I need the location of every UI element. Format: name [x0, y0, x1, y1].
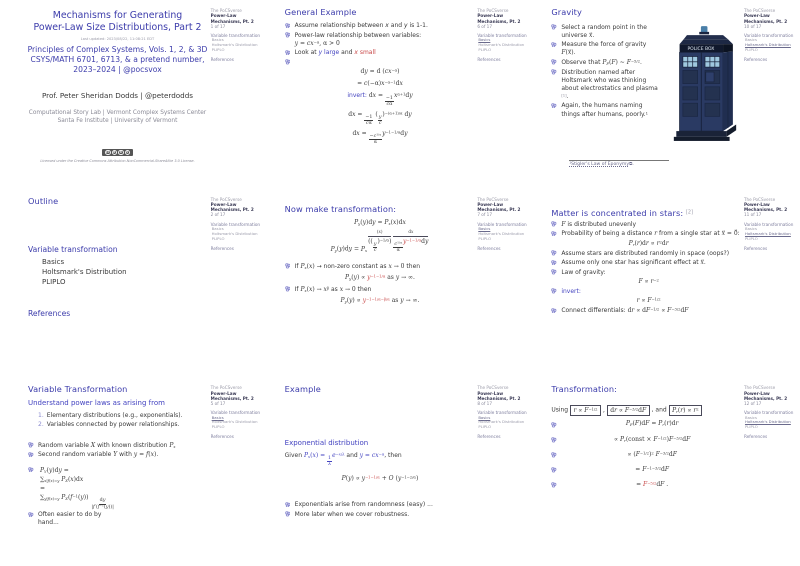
- slide-example: [267, 377, 534, 566]
- sidebar-nav-section[interactable]: Variable transformation: [743, 221, 794, 227]
- slide-heading: Gravity: [551, 7, 582, 17]
- equation: = $F^{-1-3/2}dF$: [635, 465, 669, 473]
- course-info[interactable]: Principles of Complex Systems, Vols. 1, 2, & 3D CSYS/MATH 6701, 6713, & a pretend number, 2023–2024 | @pocsvox: [27, 45, 208, 75]
- sidebar-nav-section[interactable]: Variable transformation: [210, 410, 261, 416]
- bullet-item: Second random variable Y with y = f(x).: [28, 451, 209, 459]
- slide-general-example: [267, 0, 534, 189]
- sidebar-nav-sub[interactable]: PLIPLO: [211, 235, 225, 241]
- sidebar-nav-subs: [477, 38, 529, 53]
- equation: ∝ $P_r(const \times F^{-1/2})F^{-3/2}dF$: [614, 435, 691, 443]
- bullet-item: More later when we cover robustness.: [285, 511, 476, 519]
- sidebar-page-number: 7 of 17: [477, 212, 493, 218]
- slide-heading: Matter is concentrated in stars: [2]: [551, 207, 694, 218]
- sidebar-nav-references[interactable]: References: [477, 434, 501, 440]
- bullet-equation-row: [551, 478, 746, 492]
- slide-sidebar: [477, 385, 529, 439]
- equation: $P_y(y) \propto y^{-1-1/\alpha}$ as y → ∞.: [345, 274, 415, 282]
- bullet-equation-row: [551, 448, 746, 462]
- sidebar-nav-sub[interactable]: Holtsmark's Distribution: [744, 42, 791, 48]
- sidebar-nav-sub[interactable]: Holtsmark's Distribution: [211, 230, 258, 236]
- equation-with-overbraces: $P_y(y)dy = P_x$ (x) (( $\frac{y}{c}$ )$^{-1/\alpha}$) dx $\frac{c^{1/\alpha}}{\alpha}$ $y^{-1-1/\alpha}dy$: [330, 229, 429, 254]
- equation: $P_r(r)dr \propto r^2dr$: [628, 239, 669, 247]
- outline-section-variable-transformation[interactable]: Variable transformation: [28, 244, 118, 254]
- sidebar-nav-section[interactable]: Variable transformation: [477, 33, 527, 38]
- sidebar-nav-references[interactable]: References: [210, 57, 234, 63]
- bullet-item: [285, 59, 476, 65]
- sidebar-nav-subs: [211, 227, 263, 242]
- sidebar-nav-subs: [211, 416, 263, 431]
- bullet-item: If $P_x(x) \to x^\beta$ as x → 0 then: [285, 286, 476, 294]
- bullet-item: Look at y large and x small: [285, 49, 476, 57]
- bullet-item: invert:: [551, 288, 746, 296]
- sidebar-nav-subs: [211, 38, 263, 53]
- bullet-icon: [28, 466, 35, 472]
- slide-sidebar: [211, 8, 263, 62]
- sidebar-nav-references[interactable]: References: [743, 434, 768, 440]
- bullet-icon: [551, 437, 558, 443]
- equation: invert: dx = $\frac{-1}{c\alpha}$ $x^{\alpha+1}dy$: [347, 91, 413, 108]
- sidebar-nav-sub[interactable]: Basics: [744, 414, 757, 420]
- bullet-icon: [285, 263, 292, 269]
- equation: =: [40, 485, 46, 493]
- sidebar-brand: The PoCSverse: [743, 385, 776, 391]
- slide-subheading: Exponential distribution: [284, 439, 369, 448]
- outline-sub-pliplo[interactable]: PLIPLO: [42, 278, 66, 287]
- bullet-icon: [285, 22, 292, 28]
- sidebar-nav-subs: [744, 38, 796, 53]
- sidebar-brand: The PoCSverse: [210, 196, 242, 202]
- sidebar-nav-sub[interactable]: Basics: [211, 414, 224, 420]
- slide-heading: Transformation:: [551, 384, 617, 395]
- outline-sub-basics[interactable]: Basics: [42, 257, 65, 266]
- sidebar-nav-section[interactable]: Variable transformation: [210, 33, 261, 38]
- sidebar-nav-subs: [477, 227, 529, 242]
- tardis-image: [664, 22, 746, 151]
- sidebar-series: Power-Law Mechanisms, Pt. 2: [477, 13, 521, 24]
- sidebar-nav-section[interactable]: Variable transformation: [477, 410, 527, 416]
- sidebar-page-number: 11 of 17: [743, 212, 762, 218]
- slide-sidebar: [211, 197, 263, 251]
- bullet-icon: [285, 32, 292, 38]
- sidebar-nav-sub[interactable]: Basics: [211, 37, 224, 43]
- sidebar-nav-sub[interactable]: PLIPLO: [744, 47, 758, 53]
- slide-sidebar: [744, 8, 796, 62]
- sidebar-nav-references[interactable]: References: [743, 57, 768, 63]
- equation: dx = $\frac{-1}{c\alpha}$ ( $\frac{y}{c}$ )$^{-(\alpha+1)/\alpha}$ dy: [348, 110, 412, 127]
- sidebar-page-number: 8 of 17: [477, 401, 493, 407]
- bullet-equation-row: [551, 463, 746, 477]
- sidebar-brand: The PoCSverse: [477, 196, 509, 202]
- sidebar-nav-sub[interactable]: PLIPLO: [744, 235, 758, 241]
- sidebar-brand: The PoCSverse: [210, 8, 242, 13]
- slide-sidebar: [744, 385, 796, 439]
- slide-heading: General Example: [284, 7, 357, 17]
- bullet-equation-row: [551, 433, 746, 447]
- equation: $F \propto r^{-2}$: [638, 278, 659, 286]
- svg-text:POLICE BOX: POLICE BOX: [687, 46, 715, 52]
- bullet-icon: [28, 442, 35, 448]
- sidebar-nav-sub[interactable]: PLIPLO: [744, 424, 758, 430]
- sidebar-nav-references[interactable]: References: [477, 245, 501, 251]
- bullet-icon: [28, 511, 35, 517]
- slide-heading: Now make transformation:: [284, 203, 397, 214]
- bullet-item: F is distributed unevenly: [551, 221, 746, 229]
- bullet-item: Assume only one star has significant effect at x.: [551, 259, 746, 267]
- equation: = $F^{-5/2}dF$ .: [636, 480, 669, 488]
- sidebar-brand: The PoCSverse: [743, 196, 776, 202]
- sidebar-page-number: 10 of 17: [743, 23, 762, 29]
- bullet-icon: [28, 451, 35, 457]
- sidebar-nav-references[interactable]: References: [210, 245, 234, 251]
- bullet-icon: [551, 482, 558, 488]
- sidebar-nav-sub[interactable]: Holtsmark's Distribution: [478, 230, 525, 236]
- bullet-icon: [285, 501, 292, 507]
- bullet-icon: [551, 59, 558, 65]
- cc-license-badge[interactable]: CC B N S: [10, 138, 225, 157]
- slide-title-page: [0, 0, 267, 189]
- citation-ref[interactable]: [2]: [685, 209, 694, 216]
- equation: = $c(-\alpha)x^{-\alpha-1}dx$: [357, 80, 403, 88]
- sidebar-nav-sub[interactable]: Holtsmark's Distribution: [211, 42, 258, 48]
- sidebar-nav-sub[interactable]: PLIPLO: [211, 47, 225, 53]
- equation: $P_y(y) \propto y^{-1-1/\alpha-\beta/\alpha}$ as y → ∞.: [340, 297, 420, 305]
- sidebar-series: Power-Law Mechanisms, Pt. 2: [210, 201, 254, 213]
- sidebar-nav-references[interactable]: References: [210, 434, 234, 440]
- bullet-icon: [551, 24, 558, 30]
- sidebar-brand: The PoCSverse: [477, 385, 509, 391]
- slide-heading: Example: [284, 384, 321, 395]
- bullet-icon: [551, 41, 558, 47]
- affiliations: Computational Story Lab | Vermont Complex Systems Center Santa Fe Institute | University of Vermont: [28, 110, 207, 124]
- sidebar-nav-subs: [477, 416, 529, 431]
- sidebar-nav-section[interactable]: Variable transformation: [743, 33, 794, 38]
- equation: $\sum_{y|f(x)=y}$ $P_X(f^{-1}(y))$ $\frac{dy}{|f'(f^{-1}(y))|}$: [40, 494, 114, 510]
- bullet-item: [28, 466, 209, 510]
- bullet-icon: [285, 49, 292, 55]
- sidebar-nav-subs: [744, 416, 796, 431]
- sidebar-series: Power-Law Mechanisms, Pt. 2: [477, 201, 521, 213]
- bullet-equation-row: [551, 417, 746, 431]
- bullet-icon: [551, 467, 558, 473]
- bullet-icon: [551, 221, 558, 227]
- bullet-icon: [551, 288, 558, 294]
- sidebar-nav-sub[interactable]: PLIPLO: [478, 47, 492, 53]
- bullet-item: Observe that $P_F(F)$ ~ $F^{-5/2}$.: [551, 59, 660, 67]
- external-link-icon: ⧉: [629, 162, 633, 168]
- slide-subheading: Understand power laws as arising from: [28, 399, 165, 408]
- bullet-icon: [285, 511, 292, 517]
- using-line: Using $r \propto F^{-1/2}$ , dr ∝ $F^{-3/2}dF$ , and $P_r(r) \propto r^2$: [551, 405, 746, 416]
- sidebar-nav-sub[interactable]: PLIPLO: [211, 424, 225, 430]
- outline-references[interactable]: References: [28, 309, 71, 319]
- bullet-item: Law of gravity:: [551, 269, 746, 277]
- slide-matter-in-stars: [533, 189, 800, 378]
- sidebar-brand: The PoCSverse: [743, 8, 776, 13]
- sidebar-page-number: 2 of 17: [210, 212, 226, 218]
- sidebar-nav-sub[interactable]: Basics: [478, 225, 491, 231]
- bullet-item: Exponentials arise from randomness (easy) ...: [285, 501, 476, 509]
- sidebar-page-number: 5 of 17: [210, 401, 226, 407]
- sidebar-nav-sub[interactable]: Holtsmark's Distribution: [211, 419, 258, 425]
- bullet-icon: [551, 259, 558, 265]
- equation: ∝ $(F^{-1/2})^2$ $F^{-3/2}dF$: [627, 450, 677, 458]
- sidebar-nav-sub[interactable]: Basics: [478, 37, 491, 43]
- given-line: Given $P_x(x)$ = $\frac{1}{\lambda}$ $e^{-x/\lambda}$ and $y = cx^{-\alpha}$, then: [284, 451, 402, 468]
- sidebar-nav-sub[interactable]: PLIPLO: [478, 235, 492, 241]
- sidebar-nav-sub[interactable]: Holtsmark's Distribution: [478, 419, 525, 425]
- sidebar-series: Power-Law Mechanisms, Pt. 2: [210, 13, 254, 24]
- sidebar-nav-sub[interactable]: Holtsmark's Distribution: [744, 419, 791, 425]
- equation: $\sum_{x|f(x)=y}$ $P_X(x)dx$: [40, 476, 84, 484]
- bullet-item: Random variable X with known distribution $P_x$: [28, 442, 209, 450]
- bullet-item: Power-law relationship between variables: $y = cx^{-\alpha}$, α > 0: [285, 32, 476, 48]
- slide-heading: Outline: [28, 195, 59, 206]
- sidebar-nav-subs: [744, 227, 796, 242]
- boxed-equation: $r \propto F^{-1/2}$: [570, 405, 601, 416]
- outline-sub-holtsmark[interactable]: Holtsmark's Distribution: [42, 268, 127, 277]
- slide-variable-transformation: [0, 377, 267, 566]
- equation: $r \propto F^{-1/2}$: [636, 297, 661, 305]
- sidebar-nav-sub[interactable]: Basics: [744, 37, 757, 43]
- bullet-item: Probability of being a distance r from a single star at x⃗ = 0⃗:: [551, 230, 746, 238]
- sidebar-brand: The PoCSverse: [210, 385, 242, 391]
- bullet-icon: [285, 286, 292, 292]
- sidebar-nav-section[interactable]: Variable transformation: [477, 221, 527, 227]
- bullet-icon: [285, 59, 292, 65]
- sidebar-nav-sub[interactable]: Basics: [478, 414, 491, 420]
- sidebar-nav-references[interactable]: References: [743, 245, 768, 251]
- equation: $P_F(F)dF = P_r(r)dr$: [625, 420, 679, 428]
- slide-sidebar: [744, 197, 796, 251]
- sidebar-nav-references[interactable]: References: [477, 57, 501, 63]
- slide-heading: Variable Transformation: [28, 384, 128, 395]
- author[interactable]: Prof. Peter Sheridan Dodds | @peterdodds: [41, 91, 194, 101]
- sidebar-series: Power-Law Mechanisms, Pt. 2: [743, 201, 788, 213]
- bullet-item: Often easier to do by hand...: [28, 511, 209, 527]
- boxed-equation: $P_r(r) \propto r^2$: [669, 405, 703, 416]
- bullet-item: Measure the force of gravity F(x⃗).: [551, 41, 660, 57]
- sidebar-series: Power-Law Mechanisms, Pt. 2: [210, 390, 254, 401]
- equation: dx = $\frac{-c^{1/\alpha}}{\alpha}$ $y^{-1-1/\alpha}dy$: [352, 130, 408, 146]
- sidebar-nav-section[interactable]: Variable transformation: [210, 221, 261, 227]
- bullet-icon: [551, 269, 558, 275]
- last-updated: Last updated: 2023/08/22, 11:08:21 EDT: [80, 37, 155, 42]
- equation: $P(y) \propto y^{-1-1/\alpha} + O$ $(y^{-1-2/\alpha})$: [341, 474, 419, 482]
- equation: $P_y(y)dy = P_x(x)dx$: [354, 218, 406, 226]
- equation: dy = d $(cx^{-\alpha})$: [360, 68, 400, 76]
- sidebar-series: Power-Law Mechanisms, Pt. 2: [743, 13, 788, 24]
- slide-now-make-transformation: [267, 189, 534, 378]
- bullet-icon: [551, 452, 558, 458]
- slide-sidebar: [477, 8, 529, 62]
- boxed-equation: dr ∝ $F^{-3/2}dF$: [607, 405, 650, 416]
- sidebar-nav-sub[interactable]: Holtsmark's Distribution: [744, 230, 791, 236]
- sidebar-page-number: 6 of 17: [477, 23, 493, 29]
- bullet-item: Again, the humans naming things after humans, poorly.$^1$: [551, 102, 660, 118]
- sidebar-nav-sub[interactable]: Basics: [211, 225, 224, 231]
- bullet-item: Connect differentials: dr ∝ $dF^{-1/2} \propto F^{-3/2}dF$: [551, 307, 746, 315]
- equation: $P_Y(y)dy$ =: [40, 467, 69, 475]
- bullet-icon: [551, 230, 558, 236]
- sidebar-brand: The PoCSverse: [477, 8, 509, 13]
- slide-sidebar: [211, 385, 263, 439]
- sidebar-series: Power-Law Mechanisms, Pt. 2: [477, 390, 521, 401]
- slide-transformation-final: [533, 377, 800, 566]
- title-slide-content: [10, 10, 225, 163]
- bullet-icon: [551, 102, 558, 108]
- bullet-item: Assume relationship between x and y is 1-1.: [285, 22, 476, 30]
- sidebar-page-number: 12 of 17: [743, 401, 762, 407]
- sidebar-series: Power-Law Mechanisms, Pt. 2: [743, 390, 788, 401]
- bullet-item: Distribution named after Holtsmark who was thinking about electrostatics and plasma [1].: [551, 69, 660, 101]
- sidebar-page-number: 1 of 17: [210, 23, 226, 29]
- bullet-icon: [551, 69, 558, 75]
- numbered-item: 2. Variables connected by power relationships.: [38, 421, 180, 429]
- deck-title: Mechanisms for Generating Power-Law Size Distributions, Part 2: [33, 10, 202, 34]
- slide-sidebar: [477, 197, 529, 251]
- bullet-item: Assume stars are distributed randomly in space (oops?): [551, 250, 746, 258]
- slide-outline: [0, 189, 267, 378]
- bullet-icon: [551, 422, 558, 428]
- sidebar-nav-section[interactable]: Variable transformation: [743, 410, 794, 416]
- stigler-law-link[interactable]: ¹Stigler's Law of Eponymy: [569, 162, 630, 168]
- license-text: Licensed under the Creative Commons Attribution-NonCommercial-ShareAlike 3.0 License.: [40, 158, 195, 163]
- slide-gravity: [533, 0, 800, 189]
- bullet-item: Select a random point in the universe x.: [551, 24, 660, 40]
- numbered-item: 1. Elementary distributions (e.g., exponentials).: [38, 411, 183, 419]
- bullet-icon: [551, 250, 558, 256]
- sidebar-nav-sub[interactable]: PLIPLO: [478, 424, 492, 430]
- bullet-icon: [551, 307, 558, 313]
- sidebar-nav-sub[interactable]: Holtsmark's Distribution: [478, 42, 525, 48]
- bullet-item: If $P_x(x)$ → non-zero constant as x → 0 then: [285, 263, 476, 271]
- footnote: ¹Stigler's Law of Eponymy⧉.: [569, 160, 669, 169]
- sidebar-nav-sub[interactable]: Basics: [744, 225, 757, 231]
